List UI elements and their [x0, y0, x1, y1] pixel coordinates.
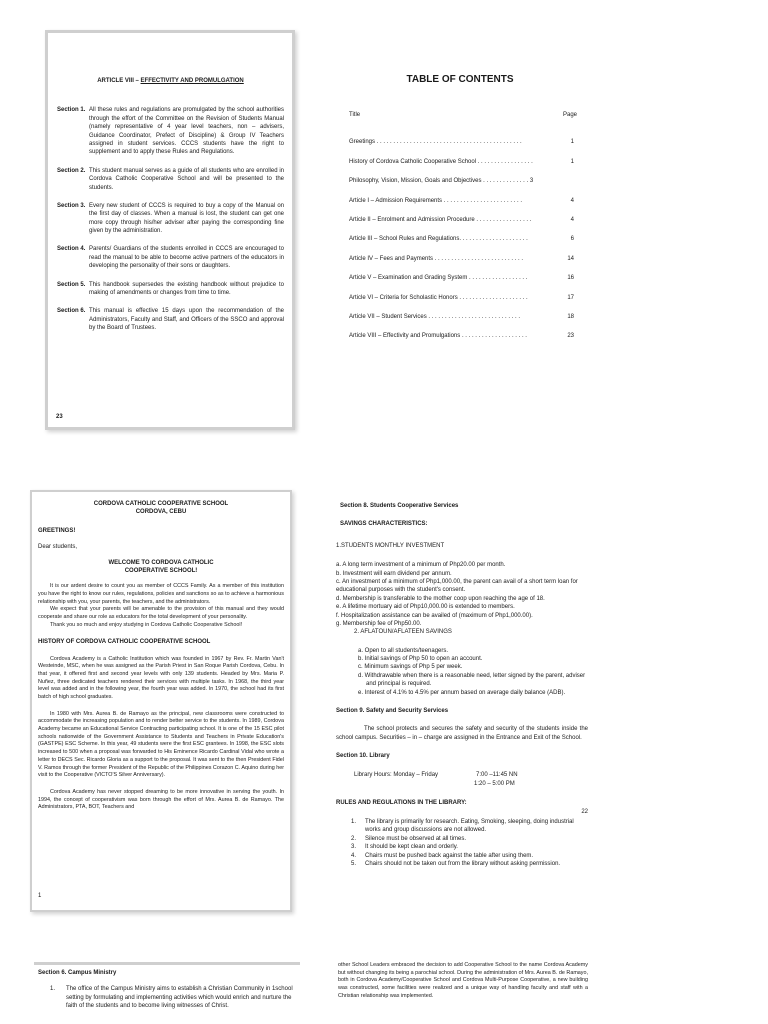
section-block: [57, 167, 284, 192]
investment-heading: 1.STUDENTS MONTHLY INVESTMENT: [336, 542, 445, 549]
library-hours: [336, 771, 588, 789]
investment-item: f. Hospitalization assistance can be availed of (maximum of Php1,000.00).: [336, 612, 533, 619]
investment-item: g. Membership fee of Php50.00.: [336, 620, 422, 627]
toc-header-row: [340, 111, 580, 119]
article-viii-heading-underlined: EFFECTIVITY AND PROMULGATION: [140, 78, 244, 84]
list-item: [34, 985, 300, 1010]
section-label: Section 2.: [57, 167, 86, 174]
section-block: [57, 307, 284, 332]
toc-row: [349, 274, 574, 282]
aflatoun-heading: 2. AFLATOUN/AFLATEEN SAVINGS: [354, 629, 452, 636]
toc-entry-page: 23: [567, 333, 574, 340]
section-text: Parents/ Guardians of the students enrolled in CCCS are encouraged to read the manual to be able to become active partners of the educators in developing the personality of their sons or daughters.: [89, 246, 284, 270]
section-block: [57, 245, 284, 270]
toc-row: [349, 216, 574, 224]
cooperative-services-page: [336, 502, 588, 912]
section-text: All these rules and regulations are promulgated by the school authorities through the effort of the Committee on the Revision of Students Manual (namely representative of 4 year level teachers, non – advisers, Guidance Coordinator, Prefect of Discipline) & Group IV Teachers assigned in student services. CCCS students have the right to supplement and to apply these Rules and Regulations.: [89, 107, 284, 156]
library-hours-am: 7:00 –11:45 NN: [476, 771, 518, 778]
toc-entry-page: 6: [570, 236, 574, 243]
section-9-heading: Section 9. Safety and Security Services: [336, 708, 449, 715]
history-heading: HISTORY OF CORDOVA CATHOLIC COOPERATIVE SCHOOL: [38, 639, 211, 646]
welcome-line-1: WELCOME TO CORDOVA CATHOLIC: [108, 559, 214, 566]
greetings-history-page: [30, 490, 292, 912]
library-rule: [351, 818, 588, 835]
toc-entry-page: 4: [570, 197, 574, 204]
toc-row: [349, 197, 574, 205]
section-9-text: The school protects and secures the safety and security of the students inside the school campus. Securities – in – charge are assigned in the Entrance and Exit of the School.: [336, 726, 588, 741]
table-of-contents-page: [340, 74, 580, 374]
library-rule: [351, 843, 588, 851]
toc-col-page: Page: [562, 112, 577, 118]
toc-entry-label: Article IV – Fees and Payments . . . . . . . . . . . . . . . . . . . . . . . . . . .: [349, 255, 524, 262]
library-rules-heading: RULES AND REGULATIONS IN THE LIBRARY:: [336, 799, 467, 806]
greetings-heading: GREETINGS!: [38, 527, 76, 534]
welcome-paragraph-3: Thank you so much and enjoy studying in Cordova Catholic Cooperative School!: [50, 621, 243, 628]
aflatoun-item: d. Withdrawable when there is a reasonable need, letter signed by the parent, adviser and principal is required.: [358, 672, 586, 688]
school-name: CORDOVA CATHOLIC COOPERATIVE SCHOOL: [93, 501, 229, 507]
section-block: [57, 202, 284, 236]
section-label: Section 3.: [57, 202, 86, 209]
rule-text: It should be kept clean and orderly.: [365, 844, 458, 851]
investment-item: d. Membership is transferable to the mother coop upon reaching the age of 18.: [336, 595, 545, 602]
aflatoun-list: [336, 647, 588, 697]
toc-entry-label: Article II – Enrolment and Admission Procedure . . . . . . . . . . . . . . . . .: [349, 216, 532, 223]
aflatoun-item: e. Interest of 4.1% to 4.5% per annum based on average daily balance (ADB).: [358, 689, 566, 696]
toc-entry-page: 1: [570, 158, 574, 165]
page-number: 23: [56, 414, 63, 420]
toc-entry-label: Article V – Examination and Grading System . . . . . . . . . . . . . . . . . .: [349, 275, 528, 282]
section-text: Every new student of CCCS is required to buy a copy of the Manual on the first day of classes. When a manual is lost, the student can get one more copy through his/her adviser after paying the corresponding fine given by the administration.: [89, 202, 284, 235]
school-location: CORDOVA, CEBU: [135, 509, 187, 516]
investment-list: [336, 561, 588, 628]
article-viii-page: [45, 30, 295, 430]
toc-row: [349, 332, 574, 340]
toc-entry-page: 14: [567, 255, 574, 262]
toc-entry-label: Article III – School Rules and Regulations. . . . . . . . . . . . . . . . . . . . .: [349, 236, 528, 243]
toc-col-title: Title: [349, 112, 361, 118]
section-text: This manual is effective 15 days upon the recommendation of the Administrators, Faculty and Staff, and Officers of the SSCO and approval by the Board of Trustees.: [89, 308, 284, 332]
section-label: Section 4.: [57, 246, 86, 253]
library-rule: [351, 860, 588, 868]
welcome-paragraph-2: We expect that your parents will be amenable to the provision of this manual and they would cooperate and share our role as educators for the total development of your personality.: [38, 606, 284, 621]
section-label: Section 1.: [57, 107, 86, 114]
rule-text: Chairs must be pushed back against the table after using them.: [365, 852, 534, 859]
toc-title: TABLE OF CONTENTS: [406, 74, 514, 85]
aflatoun-item: c. Minimum savings of Php 5 per week.: [358, 664, 463, 671]
campus-ministry-text: The office of the Campus Ministry aims to establish a Christian Community in 1school setting by formulating and implementing activities which would enrich and nurture the faith of the students and to become living witnesses of Christ.: [66, 986, 293, 1010]
toc-entry-label: Article I – Admission Requirements . . . . . . . . . . . . . . . . . . . . . . . .: [349, 197, 523, 204]
toc-list: [340, 138, 580, 340]
rule-number: 1.: [351, 818, 357, 825]
rule-text: Silence must be observed at all times.: [365, 835, 467, 842]
toc-row: [349, 177, 574, 185]
history-continued-text: other School Leaders embraced the decision to add Cooperative School to the name Cordova Academy but without changing its being a parochial school. During the administration of Mrs. Aurea B. de Ramayo, both in Cordova Academy/Cooperative School and Cordova Multi-Purpose Cooperative, a new building was constructed, some facilities were realized and a unique way of handling faculty and staff with a Christian relationship was implemented.: [338, 962, 588, 999]
investment-item: c. An investment of a minimum of Php1,000.00, the parent can avail of a short term loan for educational purposes with the student's consent.: [336, 578, 578, 594]
toc-entry-label: Philosophy, Vision, Mission, Goals and Objectives . . . . . . . . . . . . . . 3: [349, 178, 534, 185]
item-number: 1.: [50, 986, 56, 993]
history-continued-page: [338, 962, 588, 1024]
toc-row: [349, 313, 574, 321]
toc-entry-label: Greetings . . . . . . . . . . . . . . . . . . . . . . . . . . . . . . . . . . . . . . . . . . . .: [349, 139, 522, 146]
welcome-paragraph-1: It is our ardent desire to count you as member of CCCS Family. As a member of this institution you have the right to know our rules, regulations, policies and sanctions so as to achieve a harmonious relationship with you, your parents, the teachers, and the administrators.: [38, 583, 284, 605]
section-label: Section 6.: [57, 308, 86, 315]
section-block: [57, 281, 284, 298]
library-rule: [351, 852, 588, 860]
library-hours-pm: 1:20 – 5:00 PM: [474, 780, 515, 787]
campus-ministry-heading: Section 6. Campus Ministry: [38, 970, 117, 976]
rule-number: 3.: [351, 844, 357, 851]
library-rule: [351, 835, 588, 843]
page-number: 22: [581, 809, 588, 815]
aflatoun-item: a. Open to all students/teenagers.: [358, 647, 449, 654]
savings-heading: SAVINGS CHARACTERISTICS:: [340, 521, 428, 528]
section-text: This student manual serves as a guide of all students who are enrolled in Cordova Catholic Cooperative School and will be presented to the students.: [89, 167, 284, 191]
campus-ministry-page: [34, 962, 300, 1024]
toc-entry-page: 4: [570, 216, 574, 223]
toc-row: [349, 138, 574, 146]
investment-item: e. A lifetime mortuary aid of Php10,000.00 is extended to members.: [336, 604, 515, 611]
toc-entry-label: Article VI – Criteria for Scholastic Honors . . . . . . . . . . . . . . . . . . . . .: [349, 294, 528, 301]
aflatoun-item: b. Initial savings of Php 50 to open an account.: [358, 656, 483, 663]
toc-entry-label: History of Cordova Catholic Cooperative School . . . . . . . . . . . . . . . . .: [349, 158, 533, 165]
page-number: 1: [38, 893, 42, 899]
welcome-line-2: COOPERATIVE SCHOOL!: [124, 567, 198, 574]
section-label: Section 5.: [57, 281, 86, 288]
toc-entry-label: Article VII – Student Services . . . . . . . . . . . . . . . . . . . . . . . . . . . .: [349, 313, 521, 320]
library-hours-label: Library Hours: Monday – Friday: [354, 771, 439, 778]
rule-text: Chairs should not be taken out from the library without asking permission.: [365, 860, 561, 867]
section-8-heading: Section 8. Students Cooperative Services: [340, 503, 459, 509]
toc-entry-page: 17: [567, 294, 574, 301]
article-viii-heading-prefix: ARTICLE VIII –: [97, 78, 141, 84]
section-text: This handbook supersedes the existing handbook without prejudice to making of amendments or changes from time to time.: [89, 281, 284, 297]
toc-entry-page: 1: [570, 139, 574, 146]
investment-item: b. Investment will earn dividend per annum.: [336, 570, 452, 577]
rule-text: The library is primarily for research. Eating, Smoking, sleeping, doing industrial works and group discussions are not allowed.: [365, 818, 574, 834]
rule-number: 4.: [351, 852, 357, 859]
history-paragraph-3: Cordova Academy has never stopped dreaming to be more innovative in serving the youth. In 1994, the concept of cooperativism was born through the effort of Mrs. Aurea B. de Ramayo. The Administrators, PTA, BOT, Teachers and: [38, 788, 284, 811]
toc-entry-page: 16: [567, 275, 574, 282]
toc-row: [349, 294, 574, 302]
rule-number: 2.: [351, 835, 357, 842]
article-viii-heading: [57, 77, 284, 85]
history-paragraph-1: Cordova Academy is a Catholic Institution which was founded in 1967 by Rev. Fr. Martin Van't Westeinde, MSC, when he was assigned as the Parish Priest in San Roque Parish Cordova, Cebu. In that year, it offered first and second year levels with only 139 students. Headed by Mrs. Maria P. Nuñez, three dedicated teachers rendered their services with multiple tasks. In 1968, the third year level was added and in the following year, the fourth year was added. In 1970, the school had its first batch of high school graduates.: [38, 655, 284, 701]
toc-row: [349, 255, 574, 263]
history-paragraph-2: In 1980 with Mrs. Aurea B. de Ramayo as the principal, new classrooms were constructed to accommodate the increasing population and to render better service to the students. In 1989, Cordova Academy became an Educational Service Contracting participating school. It is one of the 15 ESC pilot schools nationwide of the Government Assistance to Students and Teachers in Private Education's (GASTPE) ESC Scheme. In this year, 49 students were the first ESC grantees. In 1998, the ESC slots increased to 500 when a proposal was forwarded to His Eminence Ricardo Cardinal Vidal who wrote a letter to DECS Sec. Ricardo Gloria as a support to the proposal. It was sent to the then President Fidel V. Ramos through the former President of the Republic of the Philippines Corazon C. Aquino during her visit to the Cooperative (VICTO'S Silver Anniversary).: [38, 710, 284, 779]
salutation: Dear students,: [38, 544, 78, 551]
toc-row: [349, 158, 574, 166]
toc-entry-label: Article VIII – Effectivity and Promulgations . . . . . . . . . . . . . . . . . . . .: [349, 333, 527, 340]
section-block: [57, 106, 284, 156]
section-10-heading: Section 10. Library: [336, 753, 390, 760]
toc-entry-page: 18: [567, 313, 574, 320]
rule-number: 5.: [351, 860, 357, 867]
article-viii-sections: [57, 106, 284, 332]
toc-row: [349, 235, 574, 243]
investment-item: a. A long term investment of a minimum of Php20.00 per month.: [336, 562, 506, 569]
library-rules-list: [336, 818, 588, 868]
